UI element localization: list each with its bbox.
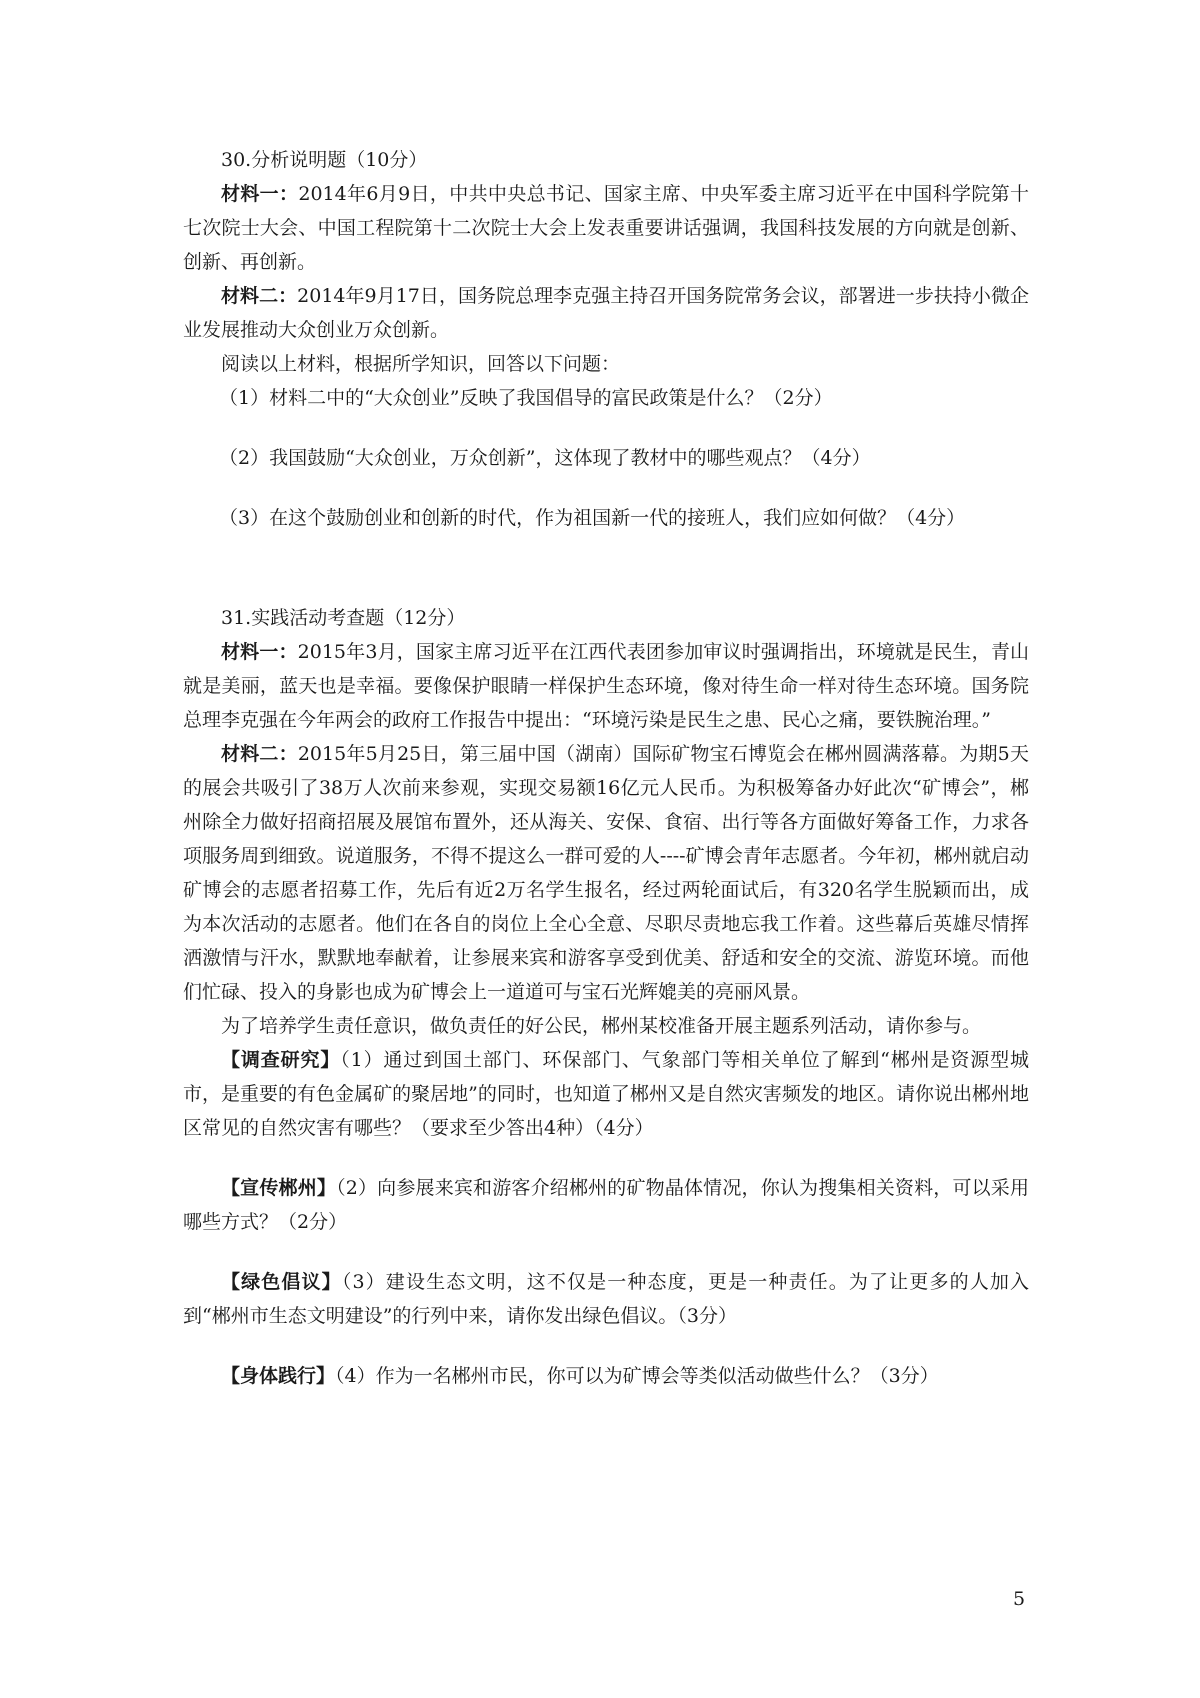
q30-question-3: （3）在这个鼓励创业和创新的时代，作为祖国新一代的接班人，我们应如何做？（4分）	[219, 507, 966, 529]
q30-material-1	[183, 177, 1029, 279]
page-number: 5	[1013, 1588, 1026, 1610]
q31-intro: 为了培养学生责任意识，做负责任的好公民，郴州某校准备开展主题系列活动，请你参与。	[221, 1015, 982, 1037]
q30-question-1: （1）材料二中的“大众创业”反映了我国倡导的富民政策是什么？（2分）	[219, 387, 833, 409]
q31-material-1-label: 材料一：	[221, 641, 298, 663]
q31-activity-4	[183, 1359, 1029, 1393]
exam-content	[183, 143, 1029, 1393]
q31-material-1	[183, 635, 1029, 737]
q31-material-2	[183, 737, 1029, 1009]
q31-material-2-text: 2015年5月25日，第三届中国（湖南）国际矿物宝石博览会在郴州圆满落幕。为期5天的展会共吸引了38万人次前来参观，实现交易额16亿元人民币。为积极筹备办好此次“矿博会”，郴州除全力做好招商招展及展馆布置外，还从海关、安保、食宿、出行等各方面做好筹备工作，力求各项服务周到细致。说道服务，不得不提这么一群可爱的人----矿博会青年志愿者。今年初，郴州就启动矿博会的志愿者招募工作，先后有近2万名学生报名，经过两轮面试后，有320名学生脱颖而出，成为本次活动的志愿者。他们在各自的岗位上全心全意、尽职尽责地忘我工作着。这些幕后英雄尽情挥洒激情与汗水，默默地奉献着，让参展来宾和游客享受到优美、舒适和安全的交流、游览环境。而他们忙碌、投入的身影也成为矿博会上一道道可与宝石光辉媲美的亮丽风景。	[183, 743, 1029, 1003]
q31-material-2-label: 材料二：	[221, 743, 298, 765]
q31-activity-4-label: 【身体践行】	[221, 1365, 336, 1387]
q30-material-1-label: 材料一：	[221, 183, 299, 205]
q31-activity-2-text: （2）向参展来宾和游客介绍郴州的矿物晶体情况，你认为搜集相关资料，可以采用哪些方式？（2分）	[183, 1177, 1029, 1233]
q30-question-2: （2）我国鼓励“大众创业，万众创新”，这体现了教材中的哪些观点？（4分）	[219, 447, 871, 469]
question-31	[183, 601, 1029, 1393]
q30-material-1-text: 2014年6月9日，中共中央总书记、国家主席、中央军委主席习近平在中国科学院第十七次院士大会、中国工程院第十二次院士大会上发表重要讲话强调，我国科技发展的方向就是创新、创新、再创新。	[183, 183, 1029, 273]
q31-activity-3	[183, 1265, 1029, 1333]
question-30-title: 30.分析说明题（10分）	[221, 149, 428, 171]
q31-activity-1-text: （1）通过到国土部门、环保部门、气象部门等相关单位了解到“郴州是资源型城市，是重要的有色金属矿的聚居地”的同时，也知道了郴州又是自然灾害频发的地区。请你说出郴州地区常见的自然灾害有哪些？（要求至少答出4种）（4分）	[183, 1049, 1029, 1139]
q30-material-2-label: 材料二：	[221, 285, 298, 307]
answer-space	[183, 1145, 1029, 1171]
q31-material-1-text: 2015年3月，国家主席习近平在江西代表团参加审议时强调指出，环境就是民生，青山就是美丽，蓝天也是幸福。要像保护眼睛一样保护生态环境，像对待生命一样对待生态环境。国务院总理李克强在今年两会的政府工作报告中提出：“环境污染是民生之患、民心之痛，要铁腕治理。”	[183, 641, 1029, 731]
question-30	[183, 143, 1029, 535]
q31-activity-2-label: 【宣传郴州】	[221, 1177, 337, 1199]
q31-activity-1	[183, 1043, 1029, 1145]
question-31-title: 31.实践活动考查题（12分）	[221, 607, 466, 629]
q30-instruction: 阅读以上材料，根据所学知识，回答以下问题：	[221, 353, 621, 375]
answer-space	[183, 1239, 1029, 1265]
answer-space	[183, 415, 1029, 441]
q31-activity-4-text: （4）作为一名郴州市民，你可以为矿博会等类似活动做些什么？（3分）	[335, 1365, 939, 1387]
q30-material-2-text: 2014年9月17日，国务院总理李克强主持召开国务院常务会议，部署进一步扶持小微企业发展推动大众创业万众创新。	[183, 285, 1029, 341]
q31-activity-3-label: 【绿色倡议】	[221, 1271, 342, 1293]
q31-activity-2	[183, 1171, 1029, 1239]
q31-activity-3-text: （3）建设生态文明，这不仅是一种态度，更是一种责任。为了让更多的人加入到“郴州市生态文明建设”的行列中来，请你发出绿色倡议。（3分）	[183, 1271, 1029, 1327]
q31-activity-1-label: 【调查研究】	[221, 1049, 341, 1071]
section-gap	[183, 535, 1029, 601]
answer-space	[183, 475, 1029, 501]
answer-space	[183, 1333, 1029, 1359]
q30-material-2	[183, 279, 1029, 347]
